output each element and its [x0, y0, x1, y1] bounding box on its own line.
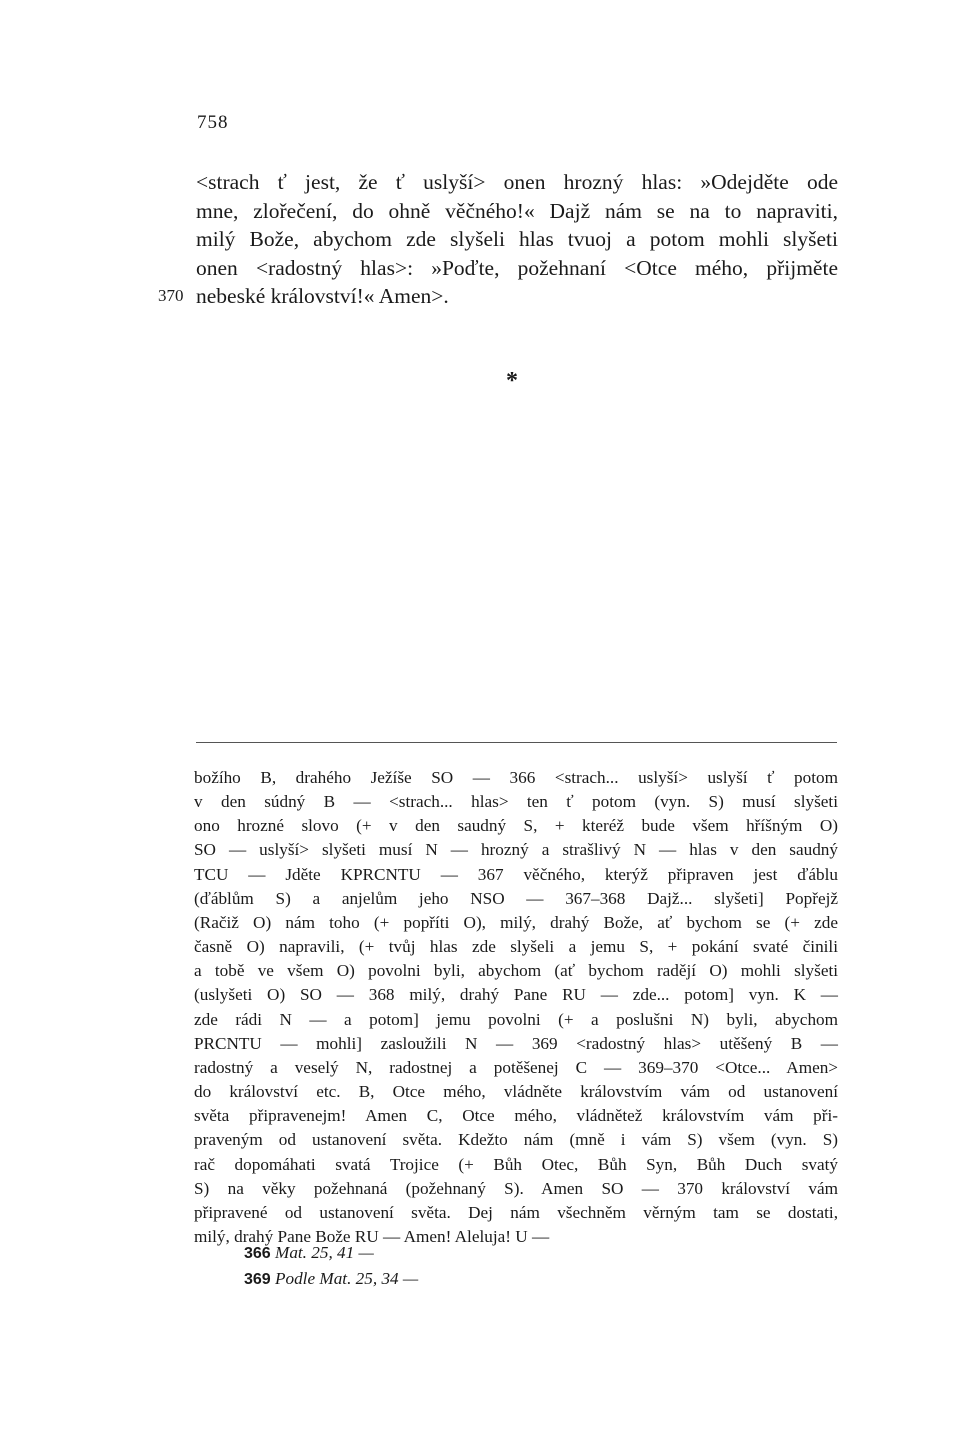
main-text-line-content: nebeské království!« Amen>.	[196, 284, 449, 309]
apparatus-line: (ďáblům S) a anjelům jeho NSO — 367–368 Dajž... slyšeti] Popřejž	[194, 888, 838, 908]
reference-number: 369	[244, 1270, 271, 1288]
main-text-line: onen <radostný hlas>: »Poďte, požehnaní <Otce mého, přijměte	[196, 255, 838, 280]
apparatus-line: radostný a veselý N, radostnej a potěšenej C — 369–370 <Otce... Amen>	[194, 1057, 838, 1077]
apparatus-line: v den súdný B — <strach... hlas> ten ť potom (vyn. S) musí slyšeti	[194, 792, 838, 812]
apparatus-line: světa připravenejm! Amen C, Otce mého, vládnětež královstvím vám při-	[194, 1106, 838, 1126]
section-separator-star: *	[506, 368, 518, 394]
apparatus-line: SO — uslyší> slyšeti musí N — hrozný a strašlivý N — hlas v den saudný	[194, 840, 838, 860]
apparatus-line: časně O) napravili, (+ tvůj hlas zde slyšeli a jemu S, + pokání svaté činili	[194, 937, 838, 957]
reference-entry	[244, 1267, 418, 1293]
main-text-line: mne, zlořečení, do ohně věčného!« Dajž nám se na to napraviti,	[196, 198, 838, 223]
reference-citation: Mat. 25, 41 —	[275, 1243, 374, 1262]
main-text-line: milý Bože, abychom zde slyšeli hlas tvuoj a potom mohli slyšeti	[196, 227, 838, 252]
apparatus-line: milý, drahý Pane Bože RU — Amen! Aleluja! U —	[194, 1226, 550, 1246]
page-number: 758	[197, 112, 229, 133]
reference-citation: Podle Mat. 25, 34 —	[275, 1268, 419, 1288]
reference-number: 366	[244, 1245, 271, 1262]
main-text	[158, 168, 838, 311]
apparatus-line: S) na věky požehnaná (požehnaný S). Amen SO — 370 království vám	[194, 1178, 838, 1198]
source-references	[244, 1241, 418, 1292]
apparatus-line: (uslyšeti O) SO — 368 milý, drahý Pane RU — zde... potom] vyn. K —	[194, 985, 838, 1005]
apparatus-line: PRCNTU — mohli] zasloužili N — 369 <radostný hlas> utěšený B —	[194, 1033, 838, 1053]
main-text-line: <strach ť jest, že ť uslyší> onen hrozný hlas: »Odejděte ode	[196, 170, 838, 194]
apparatus-line: a tobě ve všem O) povolni byli, abychom (ať bychom radějí O) mohli slyšeti	[194, 961, 838, 981]
apparatus-line: (Račiž O) nám toho (+ popříti O), milý, drahý Bože, ať bychom se (+ zde	[194, 912, 838, 932]
footnote-rule	[196, 742, 837, 743]
critical-apparatus	[194, 766, 838, 1249]
line-number: 370	[158, 286, 184, 306]
apparatus-line: ono hrozné slovo (+ v den saudný S, + kteréž bude všem hříšným O)	[194, 816, 838, 836]
apparatus-line: božího B, drahého Ježíše SO — 366 <strach... uslyší> uslyší ť potom	[194, 768, 838, 787]
reference-entry	[244, 1241, 418, 1267]
apparatus-line: připravené od ustanovení světa. Dej nám všechněm věrným tam se dostati,	[194, 1202, 838, 1222]
apparatus-line: zde rádi N — a potom] jemu povolni (+ a poslušni N) byli, abychom	[194, 1009, 838, 1029]
apparatus-line: rač dopomáhati svatá Trojice (+ Bůh Otec, Bůh Syn, Bůh Duch svatý	[194, 1154, 838, 1174]
apparatus-line: praveným od ustanovení světa. Kdežto nám (mně i vám S) všem (vyn. S)	[194, 1130, 838, 1150]
apparatus-line: do království etc. B, Otce mého, vládněte královstvím vám od ustanovení	[194, 1082, 838, 1102]
apparatus-line: TCU — Jděte KPRCNTU — 367 věčného, kterýž připraven jest ďáblu	[194, 864, 838, 884]
main-text-line	[158, 282, 838, 311]
